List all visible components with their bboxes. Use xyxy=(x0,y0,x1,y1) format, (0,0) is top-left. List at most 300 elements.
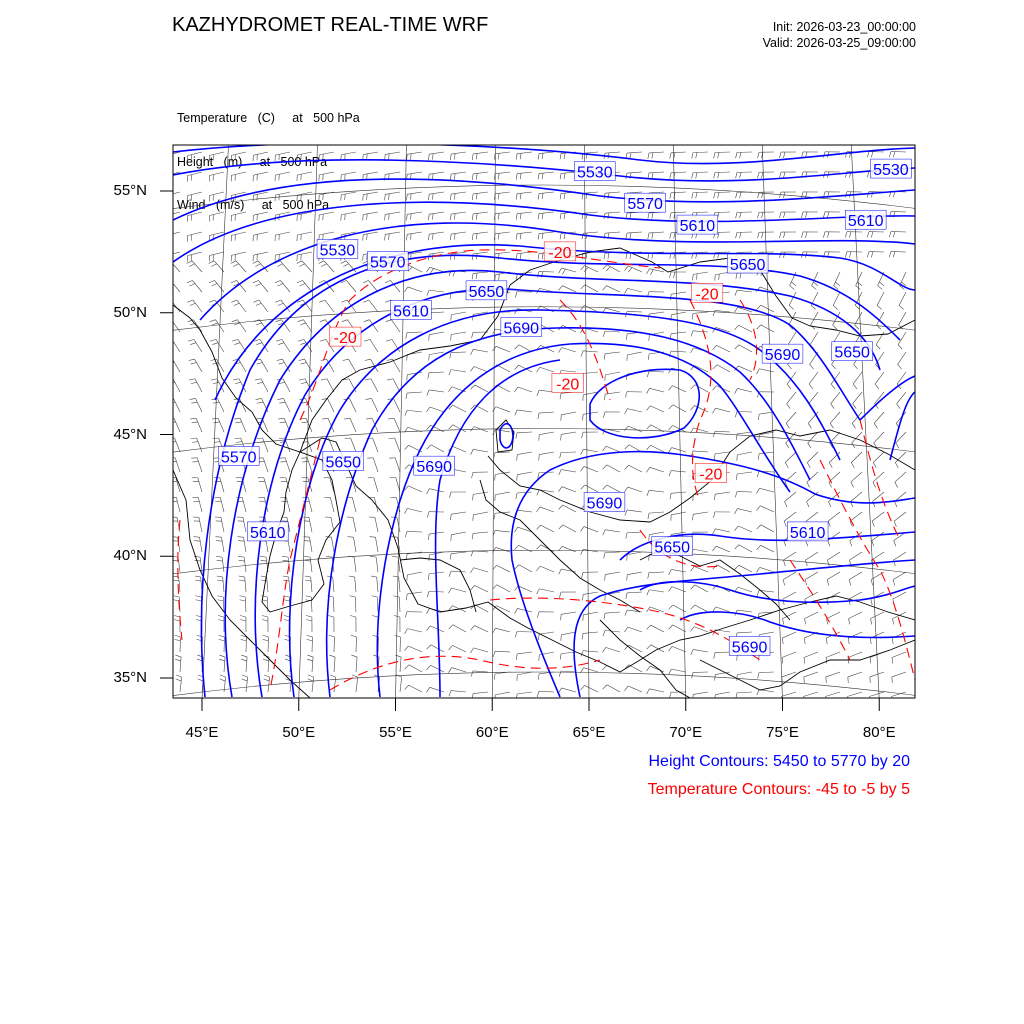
wind-barb xyxy=(305,576,312,592)
wind-barb xyxy=(604,552,620,558)
wind-barb xyxy=(581,685,598,692)
wind-barb xyxy=(855,312,862,329)
height-label-text: 5650 xyxy=(468,283,505,301)
wind-barb xyxy=(626,592,642,599)
wind-barb xyxy=(209,152,224,162)
wind-barb xyxy=(624,627,642,632)
wind-barb xyxy=(626,232,642,239)
wind-barb xyxy=(893,552,906,566)
wind-barb xyxy=(370,556,378,572)
wind-barb xyxy=(783,592,796,605)
wind-barb xyxy=(515,586,532,592)
wind-barb xyxy=(805,612,818,624)
wind-barb xyxy=(826,672,840,683)
wind-barb xyxy=(625,426,642,432)
wind-barb xyxy=(782,672,796,683)
lon-label: 70°E xyxy=(669,724,703,741)
wind-barb xyxy=(691,451,708,457)
wind-barb xyxy=(405,612,422,618)
wind-barb xyxy=(517,672,532,681)
wind-barb xyxy=(341,192,356,201)
wind-barb xyxy=(582,372,598,379)
wind-barb xyxy=(867,252,884,258)
wind-barb xyxy=(670,152,686,159)
wind-barb xyxy=(827,612,840,624)
meridian xyxy=(492,130,495,700)
meridian xyxy=(762,130,783,700)
wind-barb xyxy=(216,556,224,572)
height-label xyxy=(832,342,873,362)
wind-barb xyxy=(319,212,334,221)
wind-barb xyxy=(258,478,268,492)
wind-barb xyxy=(809,372,818,389)
wind-barb xyxy=(275,300,290,312)
wind-barb xyxy=(735,545,752,552)
wind-barb xyxy=(389,438,400,452)
wind-barb xyxy=(169,438,180,452)
wind-barb xyxy=(470,648,488,653)
height-contour xyxy=(590,369,699,438)
wind-barb xyxy=(189,359,202,372)
wind-barb xyxy=(324,478,334,492)
wind-barb xyxy=(647,388,664,393)
wind-barb xyxy=(231,280,246,292)
wind-barb xyxy=(321,379,334,392)
height-label-text: 5690 xyxy=(416,459,452,477)
wind-barb xyxy=(275,232,290,241)
wind-barb xyxy=(848,652,862,663)
wind-barb xyxy=(873,452,884,468)
wind-barb xyxy=(692,312,708,319)
wind-barb xyxy=(319,172,334,181)
wind-barb xyxy=(627,352,642,361)
wind-barb xyxy=(426,687,444,692)
height-label xyxy=(218,446,259,466)
temperature-contour xyxy=(820,460,915,680)
wind-barb xyxy=(714,492,730,500)
wind-barb xyxy=(604,392,620,400)
height-label xyxy=(762,344,803,364)
lat-label: 45°N xyxy=(113,425,147,443)
wind-barb xyxy=(472,152,488,160)
lat-label: 50°N xyxy=(113,303,147,321)
wind-barb xyxy=(647,371,664,377)
wind-barb xyxy=(559,505,576,512)
wind-barb xyxy=(648,232,664,239)
wind-barb xyxy=(363,212,378,221)
wind-barb xyxy=(231,212,246,221)
wind-barb xyxy=(558,487,576,492)
wind-barb xyxy=(648,152,664,159)
temp-label xyxy=(691,283,723,303)
wind-barb xyxy=(811,292,818,309)
wind-barb xyxy=(538,152,554,159)
wind-barb xyxy=(757,488,774,493)
wind-barb xyxy=(782,632,796,644)
wind-barb xyxy=(253,280,268,292)
wind-barb xyxy=(735,492,752,498)
wind-barb xyxy=(736,172,752,178)
wind-barb xyxy=(559,592,576,598)
wind-barb xyxy=(736,192,752,198)
wind-barb xyxy=(253,300,268,312)
height-label-text: 5610 xyxy=(789,524,826,542)
wind-barb xyxy=(581,266,598,272)
wind-barb xyxy=(471,551,488,557)
height-label-text: 5610 xyxy=(249,524,286,542)
wind-barb xyxy=(405,685,422,692)
wind-barb xyxy=(283,576,290,592)
wind-barb xyxy=(805,552,818,566)
wind-barb xyxy=(735,565,752,572)
wind-barb xyxy=(692,172,708,178)
wind-barb xyxy=(493,628,510,633)
wind-barb xyxy=(450,512,466,520)
lon-label: 55°E xyxy=(379,724,412,741)
wind-barb xyxy=(209,252,224,262)
wind-barb xyxy=(669,272,686,278)
wind-barb xyxy=(275,261,290,272)
wind-barb xyxy=(407,192,422,200)
wind-barb xyxy=(782,652,796,663)
wind-barb xyxy=(388,398,400,412)
wind-barb xyxy=(515,292,532,298)
wind-barb xyxy=(450,172,466,180)
wind-barb xyxy=(874,432,884,448)
wind-barb xyxy=(174,615,180,632)
wind-barb xyxy=(783,552,796,566)
lon-label: 60°E xyxy=(475,724,509,741)
wind-barb xyxy=(385,192,400,200)
wind-barb xyxy=(693,512,708,520)
wind-barb xyxy=(604,612,620,619)
wind-barb xyxy=(669,625,686,632)
wind-barb xyxy=(470,367,488,372)
wind-barb xyxy=(625,610,642,616)
wind-barb xyxy=(450,352,466,358)
wind-barb xyxy=(351,655,357,672)
wind-barb xyxy=(472,192,488,200)
wind-barb xyxy=(603,685,620,692)
wind-barb xyxy=(690,566,708,572)
wind-barb xyxy=(385,152,400,160)
wind-barb xyxy=(801,212,818,218)
wind-barb xyxy=(279,458,290,472)
wind-barb xyxy=(262,615,268,632)
wind-barb xyxy=(168,418,180,432)
wind-barb xyxy=(343,359,356,372)
wind-barb xyxy=(559,525,576,532)
wind-barb xyxy=(581,285,598,292)
wind-barb xyxy=(690,627,708,632)
wind-barb xyxy=(517,452,532,461)
wind-barb xyxy=(538,192,554,199)
temp-label-text: -20 xyxy=(333,330,357,348)
wind-barb xyxy=(493,530,510,536)
wind-barb xyxy=(297,192,312,201)
height-label xyxy=(845,210,886,230)
wind-barb xyxy=(853,372,862,389)
wind-barb xyxy=(187,152,202,162)
wind-barb xyxy=(875,372,884,389)
wind-barb xyxy=(867,152,884,158)
wind-barb xyxy=(349,576,356,592)
wind-barb xyxy=(805,572,818,585)
wind-barb xyxy=(297,252,312,261)
wind-barb xyxy=(889,231,906,237)
wind-barb xyxy=(538,172,554,179)
wind-barb xyxy=(779,232,796,238)
wind-barb xyxy=(305,596,312,612)
wind-barb xyxy=(407,152,422,160)
wind-barb xyxy=(428,212,444,220)
wind-barb xyxy=(849,572,862,585)
wind-barb xyxy=(493,585,510,592)
wind-barb xyxy=(536,566,554,572)
wind-barb xyxy=(827,592,840,605)
wind-barb xyxy=(217,576,224,592)
wind-barb xyxy=(192,497,202,512)
height-label-text: 5690 xyxy=(731,639,768,657)
wind-barb xyxy=(449,405,466,412)
wind-barb xyxy=(756,567,774,572)
wind-barb xyxy=(515,345,532,352)
wind-barb xyxy=(515,608,532,613)
wind-barb xyxy=(449,370,466,375)
wind-barb xyxy=(238,556,246,572)
height-label xyxy=(317,239,358,259)
wind-barb xyxy=(691,549,708,554)
wind-barb xyxy=(516,652,532,660)
wind-barb xyxy=(231,300,246,312)
wind-barb xyxy=(319,261,334,272)
wind-barb xyxy=(514,387,532,392)
wind-barb xyxy=(603,286,620,292)
wind-barb xyxy=(603,465,620,472)
wind-barb xyxy=(405,508,422,513)
wind-barb xyxy=(625,465,642,472)
wind-barb xyxy=(495,492,510,501)
wind-barb xyxy=(625,288,642,293)
wind-barb xyxy=(471,626,488,632)
wind-barb xyxy=(494,192,510,200)
wind-barb xyxy=(209,212,224,222)
wind-barb xyxy=(895,452,906,468)
wind-barb xyxy=(757,369,774,374)
wind-barb xyxy=(895,472,906,487)
valid-time: Valid: 2026-03-25_09:00:00 xyxy=(762,36,916,50)
wind-barb xyxy=(539,432,554,441)
wind-barb xyxy=(515,545,532,552)
wind-barb xyxy=(625,409,642,414)
wind-barb xyxy=(471,349,488,354)
wind-barb xyxy=(712,546,730,552)
wind-barb xyxy=(170,478,180,492)
wind-barb xyxy=(669,471,686,477)
height-label-text: 5570 xyxy=(627,196,663,214)
wind-barb xyxy=(758,672,774,678)
wind-barb xyxy=(275,172,290,181)
wind-barb xyxy=(670,332,686,340)
wind-barb xyxy=(367,458,378,472)
wind-barb xyxy=(582,632,598,639)
lat-label: 35°N xyxy=(113,669,147,686)
wind-barb xyxy=(348,537,356,552)
wind-barb xyxy=(669,386,686,392)
wind-barb xyxy=(537,612,554,618)
wind-barb xyxy=(231,152,246,161)
wind-barb xyxy=(625,266,642,272)
wind-barb xyxy=(232,320,246,332)
wind-barb xyxy=(352,675,358,692)
wind-barb xyxy=(560,452,576,458)
wind-barb xyxy=(297,172,312,181)
wind-barb xyxy=(253,152,268,161)
wind-barb xyxy=(187,252,202,262)
height-label xyxy=(870,159,911,179)
height-label-text: 5650 xyxy=(834,344,870,362)
height-label xyxy=(625,193,666,213)
wind-barb xyxy=(893,592,906,605)
wind-barb xyxy=(867,232,884,238)
wind-barb xyxy=(757,690,774,695)
wind-barb xyxy=(516,252,532,260)
wind-barb xyxy=(253,252,268,261)
wind-barb xyxy=(187,212,202,222)
wind-barb xyxy=(735,325,752,332)
wind-barb xyxy=(393,576,400,592)
wind-barb xyxy=(371,576,378,592)
height-label xyxy=(323,451,364,471)
wind-barb xyxy=(363,300,378,312)
wind-barb xyxy=(580,466,598,472)
wind-barb xyxy=(582,572,598,578)
wind-barb xyxy=(306,615,312,632)
wind-barb xyxy=(823,232,840,238)
wind-barb xyxy=(583,612,598,621)
wind-barb xyxy=(602,446,620,452)
wind-barb xyxy=(736,152,752,158)
wind-barb xyxy=(493,565,510,572)
wind-barb xyxy=(516,432,532,439)
height-label-text: 5650 xyxy=(654,539,691,557)
wind-barb xyxy=(190,398,202,412)
height-label-text: 5610 xyxy=(393,303,429,321)
wind-barb xyxy=(365,379,378,392)
wind-barb xyxy=(214,497,224,512)
wind-barb xyxy=(390,478,400,492)
wind-barb xyxy=(386,320,400,332)
wind-barb xyxy=(363,232,378,241)
temperature-legend: Temperature Contours: -45 to -5 by 5 xyxy=(647,781,910,798)
wind-barb xyxy=(405,486,422,492)
wind-barb xyxy=(187,300,202,312)
field-temperature: Temperature (C) at 500 hPa xyxy=(177,111,360,125)
wind-barb xyxy=(192,478,202,492)
wind-barb xyxy=(471,449,488,454)
wind-barb xyxy=(389,458,400,472)
wind-barb xyxy=(537,525,554,532)
wind-barb xyxy=(538,412,554,419)
wind-barb xyxy=(328,615,334,632)
wind-barb xyxy=(713,529,730,534)
wind-barb xyxy=(264,675,270,692)
wind-barb xyxy=(713,408,730,413)
wind-barb xyxy=(625,392,642,398)
wind-barb xyxy=(307,635,313,652)
height-label-text: 5530 xyxy=(577,164,613,182)
wind-barb xyxy=(345,438,356,452)
wind-barb xyxy=(428,152,444,160)
wind-barb xyxy=(194,537,202,552)
wind-barb xyxy=(370,537,378,552)
wind-barb xyxy=(187,172,202,182)
temp-label-text: -20 xyxy=(699,466,723,484)
wind-barb xyxy=(472,232,488,240)
wind-barb xyxy=(427,591,444,597)
wind-barb xyxy=(715,672,730,681)
wind-barb xyxy=(366,398,378,412)
wind-barb xyxy=(471,385,488,392)
wind-barb xyxy=(758,172,774,178)
wind-barb xyxy=(605,572,620,581)
wind-barb xyxy=(231,232,246,241)
wind-barb xyxy=(870,672,884,683)
wind-barb xyxy=(851,472,862,487)
wind-barb xyxy=(735,345,752,352)
temp-label xyxy=(544,242,576,262)
wind-barb xyxy=(388,418,400,432)
lat-label: 55°N xyxy=(113,182,147,199)
height-label xyxy=(727,254,768,274)
wind-barb xyxy=(647,689,664,694)
height-label-text: 5610 xyxy=(679,218,716,236)
wind-barb xyxy=(671,512,686,521)
wind-barb xyxy=(275,280,290,292)
wind-barb xyxy=(209,261,224,272)
wind-barb xyxy=(693,692,708,700)
field-wind: Wind (m/s) at 500 hPa xyxy=(177,198,330,212)
wind-barb xyxy=(581,351,598,357)
temp-label xyxy=(695,463,727,483)
wind-barb xyxy=(347,517,356,532)
wind-barb xyxy=(216,537,224,552)
wind-barb xyxy=(341,261,356,272)
wind-barb xyxy=(427,645,444,652)
wind-barb xyxy=(494,212,510,220)
wind-barb xyxy=(801,232,818,238)
wind-barb xyxy=(190,418,202,432)
wind-barb xyxy=(363,192,378,201)
wind-barb xyxy=(874,412,884,428)
wind-barb xyxy=(833,292,840,309)
wind-barb xyxy=(899,292,906,309)
height-label xyxy=(466,281,507,301)
wind-barb xyxy=(346,497,356,512)
wind-barb xyxy=(406,392,422,399)
wind-barb xyxy=(736,472,752,480)
wind-barb xyxy=(892,672,906,683)
wind-barb xyxy=(691,331,708,337)
wind-barb xyxy=(404,287,422,292)
wind-barb xyxy=(558,348,576,353)
wind-barb xyxy=(176,675,182,692)
wind-barb xyxy=(189,379,202,392)
wind-barb xyxy=(277,359,290,372)
wind-barb xyxy=(393,596,400,612)
wind-barb xyxy=(470,568,488,573)
wind-barb xyxy=(407,352,422,361)
